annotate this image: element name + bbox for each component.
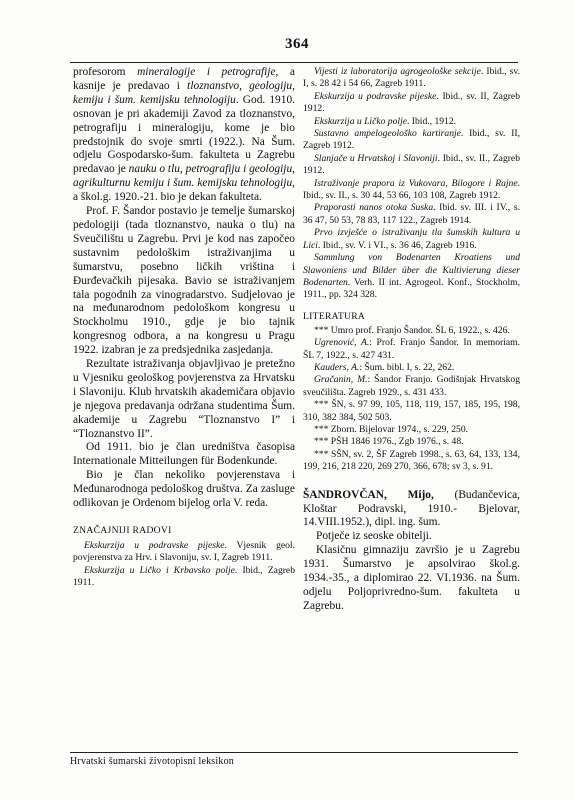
body-paragraph: Od 1911. bio je član uredništva časopisa Internationale Mitteilungen für Bodenkunde. (73, 441, 295, 468)
entry-headword: ŠANDROVČAN, Mijo, (Budančevica, Kloštar Podravski, 1910.- Bjelovar, 14.VIII.1952.), dipl. ing. šum. (303, 488, 521, 529)
literature-entry: *** SŠN, sv. 2, ŠF Zagreb 1998., s. 63, 64, 133, 134, 199, 216, 218 220, 269 270, 366, 678; sv 3, s. 91. (303, 448, 520, 473)
literature-entry: Kauders, A.: Šum. bibl. I, s. 22, 262. (314, 361, 455, 373)
italic-title: Ekskurzija u Ličko i Krbavsko polje (84, 564, 235, 576)
literature-heading: LITERATURA (303, 310, 366, 322)
right-column (303, 66, 520, 614)
italic-title: Praporasti nanos otoka Suska (314, 202, 434, 214)
work-entry: Sustavno ampelogeološko kartiranje. Ibid., sv. II, Zagreb 1912. (303, 128, 520, 152)
footer-title: Hrvatski šumarski životopisni leksikon (70, 756, 234, 767)
italic-title: Ekskurzija u podravske pijeske (314, 90, 437, 102)
work-entry: Vijesti iz laboratorija agrogeološke sekcije. Ibid., sv. I, s. 28 42 i 54 66, Zagreb 1911. (303, 66, 520, 90)
work-entry: Prvo izvješće o istraživanju tla šumskih kultura u Lici. Ibid., sv. V. i VI., s. 36 46, Zagreb 1916. (303, 227, 520, 251)
work-entry: Ekskurzija u Ličko i Krbavsko polje. Ibid., Zagreb 1911. (73, 564, 295, 589)
work-entry: Ekskurzija u Ličko polje. Ibid., 1912. (314, 115, 457, 127)
bio-paragraph: Potječe iz seoske obitelji. (316, 530, 432, 543)
body-paragraph: Bio je član nekoliko povjerenstava i Međunarodnoga pedološkog društva. Za zasluge odlikovan je Ordenom bijelog orla V. reda. (73, 469, 295, 510)
italic-title: Istraživanje prapora iz Vukovara, Bilogore i Rajne (314, 177, 518, 189)
body-paragraph: profesorom mineralogije i petrografije, a kasnije je predavao i tloznanstvo, geologiju, kemiju i šum. kemijsku tehnologiju. God. 1910. osnovan je pri akademiji Zavod za tloznanstvo, petrografiju i mineralogiju, kome je bio predstojnik do svoje smrti (1922.). Na Šum. odjelu Gospodarsko-šum. fakulteta u Zagrebu predavao je nauku o tlu, petrografiju i geologiju, agrikulturnu kemiju i šum. kemijsku tehnologiju, a škol.g. 1920.-21. bio je dekan fakulteta. (73, 66, 295, 204)
italic-title: Ugrenović, A. (314, 337, 370, 349)
work-entry: Slanjače u Hrvatskoj i Slavoniji. Ibid., sv. II., Zagreb 1912. (303, 152, 520, 177)
left-column (73, 66, 295, 590)
italic-title: tloznanstvo, geologiju, kemiju i šum. kemijsku tehnologiju (73, 79, 295, 106)
work-entry: Ekskurzija u podravske pijeske. Vjesnik geol. povjerenstva za Hrv. i Slavoniju, sv. I, Zagreb 1911. (73, 540, 295, 564)
italic-title: Gračanin, M. (314, 374, 368, 386)
italic-title: Vijesti iz laboratorija agrogeološke sekcije (314, 66, 481, 77)
body-paragraph: Prof. F. Šandor postavio je temelje šumarskoj pedologiji (tada tloznanstvo, nauka o tlu) na Sveučilištu u Zagrebu. Prvi je kod nas započeo sustavnim pedološkim istraživanjima u šumarstvu, posebno ličkih vriština i Đurđevačkih pijesaka. Bavio se istraživanjem tala pogodnih za vinogradarstvo. Sudjelovao je na međunarodnom pedološkom kongresu u Stockholmu 1910., gdje je bio tajnik kongresnog odbora, a na kongresu u Pragu 1922. izabran je za predsjednika zasjedanja. (73, 205, 295, 357)
literature-entry: *** ŠN, s. 97 99, 105, 118, 119, 157, 185, 195, 198, 310, 382 384, 502 503. (303, 399, 520, 423)
literature-entry: Ugrenović, A.: Prof. Franjo Šandor. In memoriam. ŠL 7, 1922., s. 427 431. (303, 337, 520, 361)
bio-paragraph: Klasičnu gimnaziju završio je u Zagrebu 1931. Šumarstvo je apsolvirao škol.g. 1934.-35., a diplomirao 22. VI.1936. na Šum. odjelu Poljoprivredno-šum. fakulteta u Zagrebu. (303, 544, 520, 612)
italic-title: Prvo izvješće o istraživanju tla šumskih kultura u Lici (303, 227, 520, 251)
literature-entry: *** PŠH 1846 1976., Zgb 1976., s. 48. (314, 436, 464, 448)
entry-name: ŠANDROVČAN, Mijo, (303, 488, 434, 501)
literature-entry: *** Zborn. Bijelovar 1974., s. 229, 250. (314, 423, 469, 435)
work-entry: Sammlung von Bodenarten Kroatiens und Slawoniens und Bilder über die Kultivierung dieser Bodenarten. Verh. II int. Agrogeol. Konf., Stockholm, 1911., pp. 324 328. (303, 252, 520, 301)
italic-title: Ekskurzija u Ličko polje (314, 115, 407, 127)
literature-entry: *** Umro prof. Franjo Šandor. ŠL 6, 1922., s. 426. (314, 324, 510, 336)
work-entry: Praporasti nanos otoka Suska. Ibid. sv. III. i IV., s. 36 47, 50 53, 78 83, 117 122., Zagreb 1914. (303, 202, 520, 226)
works-heading: ZNAČAJNIJI RADOVI (73, 525, 172, 536)
literature-entry: Gračanin, M.: Šandor Franjo. Godišnjak Hrvatskog sveučilišta. Zagreb 1929., s. 431 433. (303, 374, 520, 398)
italic-title: Sammlung von Bodenarten Kroatiens und Slawoniens und Bilder über die Kultivierung dieser Bodenarten (303, 252, 520, 288)
body-paragraph: Rezultate istraživanja objavljivao je pretežno u Vjesniku geološkog povjerenstva za Hrvatsku i Slavoniju. Klub hrvatskih akademičara objavio je njegova predavanja održana studentima Šum. akademije u Zagrebu “Tloznanstvo I” i “Tloznanstvo II”. (73, 358, 295, 440)
work-entry: Istraživanje prapora iz Vukovara, Bilogore i Rajne. Ibid., sv. II., s. 30 44, 53 66, 103 108, Zagreb 1912. (303, 177, 520, 202)
work-entry: Ekskurzija u podravske pijeske. Ibid., sv. II, Zagreb 1912. (303, 90, 520, 115)
italic-title: Slanjače u Hrvatskoj i Slavoniji (314, 152, 438, 164)
italic-title: mineralogije i petrografije (137, 66, 276, 78)
italic-title: nauku o tlu, petrografiju i geologiju, agrikulturnu kemiju i šum. kemijsku tehnologiju (73, 163, 295, 190)
italic-title: Kauders, A. (314, 361, 360, 373)
bottom-rule (70, 752, 518, 753)
page-number: 364 (285, 36, 309, 52)
italic-title: Ekskurzija u podravske pijeske (84, 540, 225, 551)
top-rule (70, 62, 518, 63)
italic-title: Sustavno ampelogeološko kartiranje (314, 128, 461, 140)
